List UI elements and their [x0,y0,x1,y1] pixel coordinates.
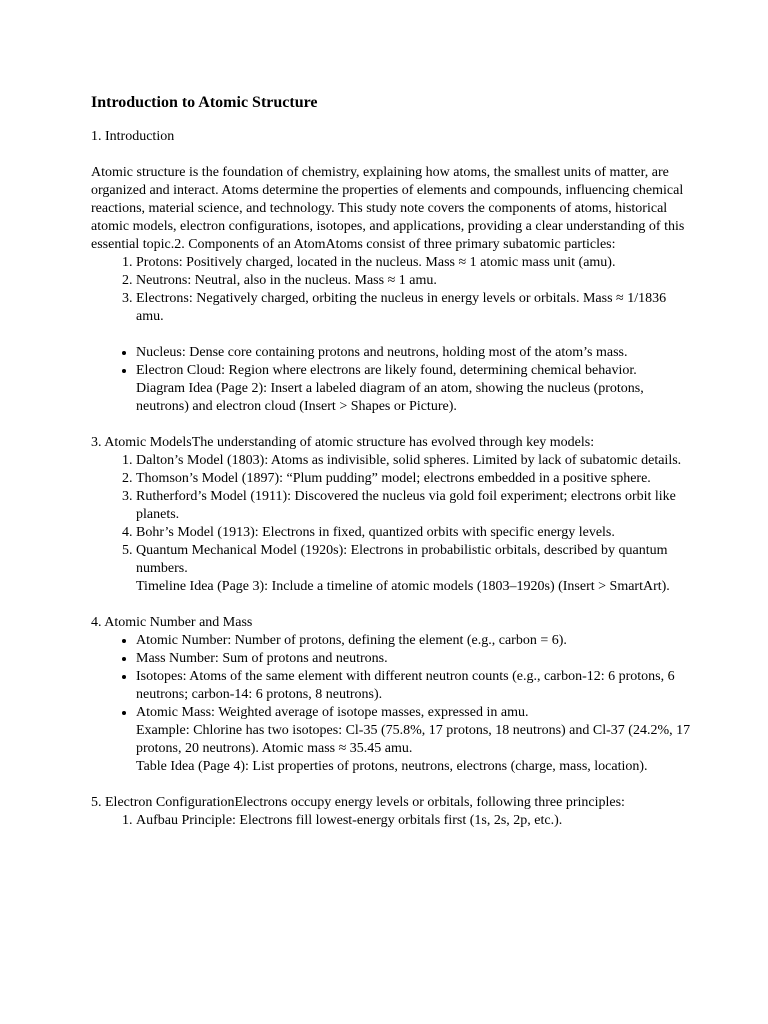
document-title: Introduction to Atomic Structure [91,94,318,111]
section-heading-electron-configuration: 5. Electron ConfigurationElectrons occupy energy levels or orbitals, following three principles: [91,795,625,810]
spacer [91,416,691,434]
list-item: • Mass Number: Sum of protons and neutrons. [136,650,691,668]
list-item: • Atomic Number: Number of protons, defining the element (e.g., carbon = 6). [136,632,691,650]
timeline-idea-note: Timeline Idea (Page 3): Include a timeline of atomic models (1803–1920s) (Insert > SmartArt). [136,579,670,594]
list-item [136,362,691,416]
spacer [91,596,691,614]
document-page [91,92,691,830]
subatomic-particles-list [91,254,691,326]
diagram-idea-note: Diagram Idea (Page 2): Insert a labeled diagram of an atom, showing the nucleus (protons, neutrons) and electron cloud (Insert > Shapes or Picture). [136,381,644,414]
spacer [91,146,691,164]
section-heading-atomic-number-mass: 4. Atomic Number and Mass [91,615,253,630]
chlorine-example-note: Example: Chlorine has two isotopes: Cl-35 (75.8%, 17 protons, 18 neutrons) and Cl-37 (24.2%, 17 protons, 20 neutrons). Atomic mass ≈ 35.45 amu. [136,723,691,756]
list-item: 3. Electrons: Negatively charged, orbiting the nucleus in energy levels or orbitals. Mass ≈ 1/1836 amu. [136,290,691,326]
list-item-text: Atomic Mass: Weighted average of isotope masses, expressed in amu. [136,705,529,720]
atomic-models-list [91,452,691,596]
section-heading-introduction: 1. Introduction [91,129,175,144]
list-item: 1. Dalton’s Model (1803): Atoms as indivisible, solid spheres. Limited by lack of subatomic details. [136,452,691,470]
list-item [136,542,691,596]
electron-principles-list [91,812,691,830]
list-item: • Isotopes: Atoms of the same element with different neutron counts (e.g., carbon-12: 6 protons, 6 neutrons; carbon-14: 6 protons, 8 neutrons). [136,668,691,704]
list-item: 3. Rutherford’s Model (1911): Discovered the nucleus via gold foil experiment; electrons orbit like planets. [136,488,691,524]
list-item: 1. Protons: Positively charged, located in the nucleus. Mass ≈ 1 atomic mass unit (amu). [136,254,691,272]
list-item-text: Electron Cloud: Region where electrons are likely found, determining chemical behavior. [136,363,637,378]
list-item-text: Quantum Mechanical Model (1920s): Electrons in probabilistic orbitals, described by quantum numbers. [136,543,668,576]
atomic-number-mass-list [91,632,691,776]
atom-regions-list [91,344,691,416]
list-item: 2. Thomson’s Model (1897): “Plum pudding” model; electrons embedded in a positive sphere. [136,470,691,488]
section-heading-atomic-models: 3. Atomic ModelsThe understanding of atomic structure has evolved through key models: [91,435,595,450]
table-idea-note: Table Idea (Page 4): List properties of protons, neutrons, electrons (charge, mass, location). [136,759,648,774]
list-item: 4. Bohr’s Model (1913): Electrons in fixed, quantized orbits with specific energy levels. [136,524,691,542]
list-item [136,704,691,776]
spacer [91,776,691,794]
list-item: • Nucleus: Dense core containing protons and neutrons, holding most of the atom’s mass. [136,344,691,362]
spacer [91,326,691,344]
list-item: 2. Neutrons: Neutral, also in the nucleus. Mass ≈ 1 amu. [136,272,691,290]
introduction-paragraph: Atomic structure is the foundation of chemistry, explaining how atoms, the smallest units of matter, are organized and interact. Atoms determine the properties of elements and compounds, influencing chemical reactions, material science, and technology. This study note covers the components of atoms, historical atomic models, electron configurations, isotopes, and applications, providing a clear understanding of this essential topic.2. Components of an AtomAtoms consist of three primary subatomic particles: [91,165,685,252]
list-item: 1. Aufbau Principle: Electrons fill lowest-energy orbitals first (1s, 2s, 2p, etc.). [136,812,691,830]
